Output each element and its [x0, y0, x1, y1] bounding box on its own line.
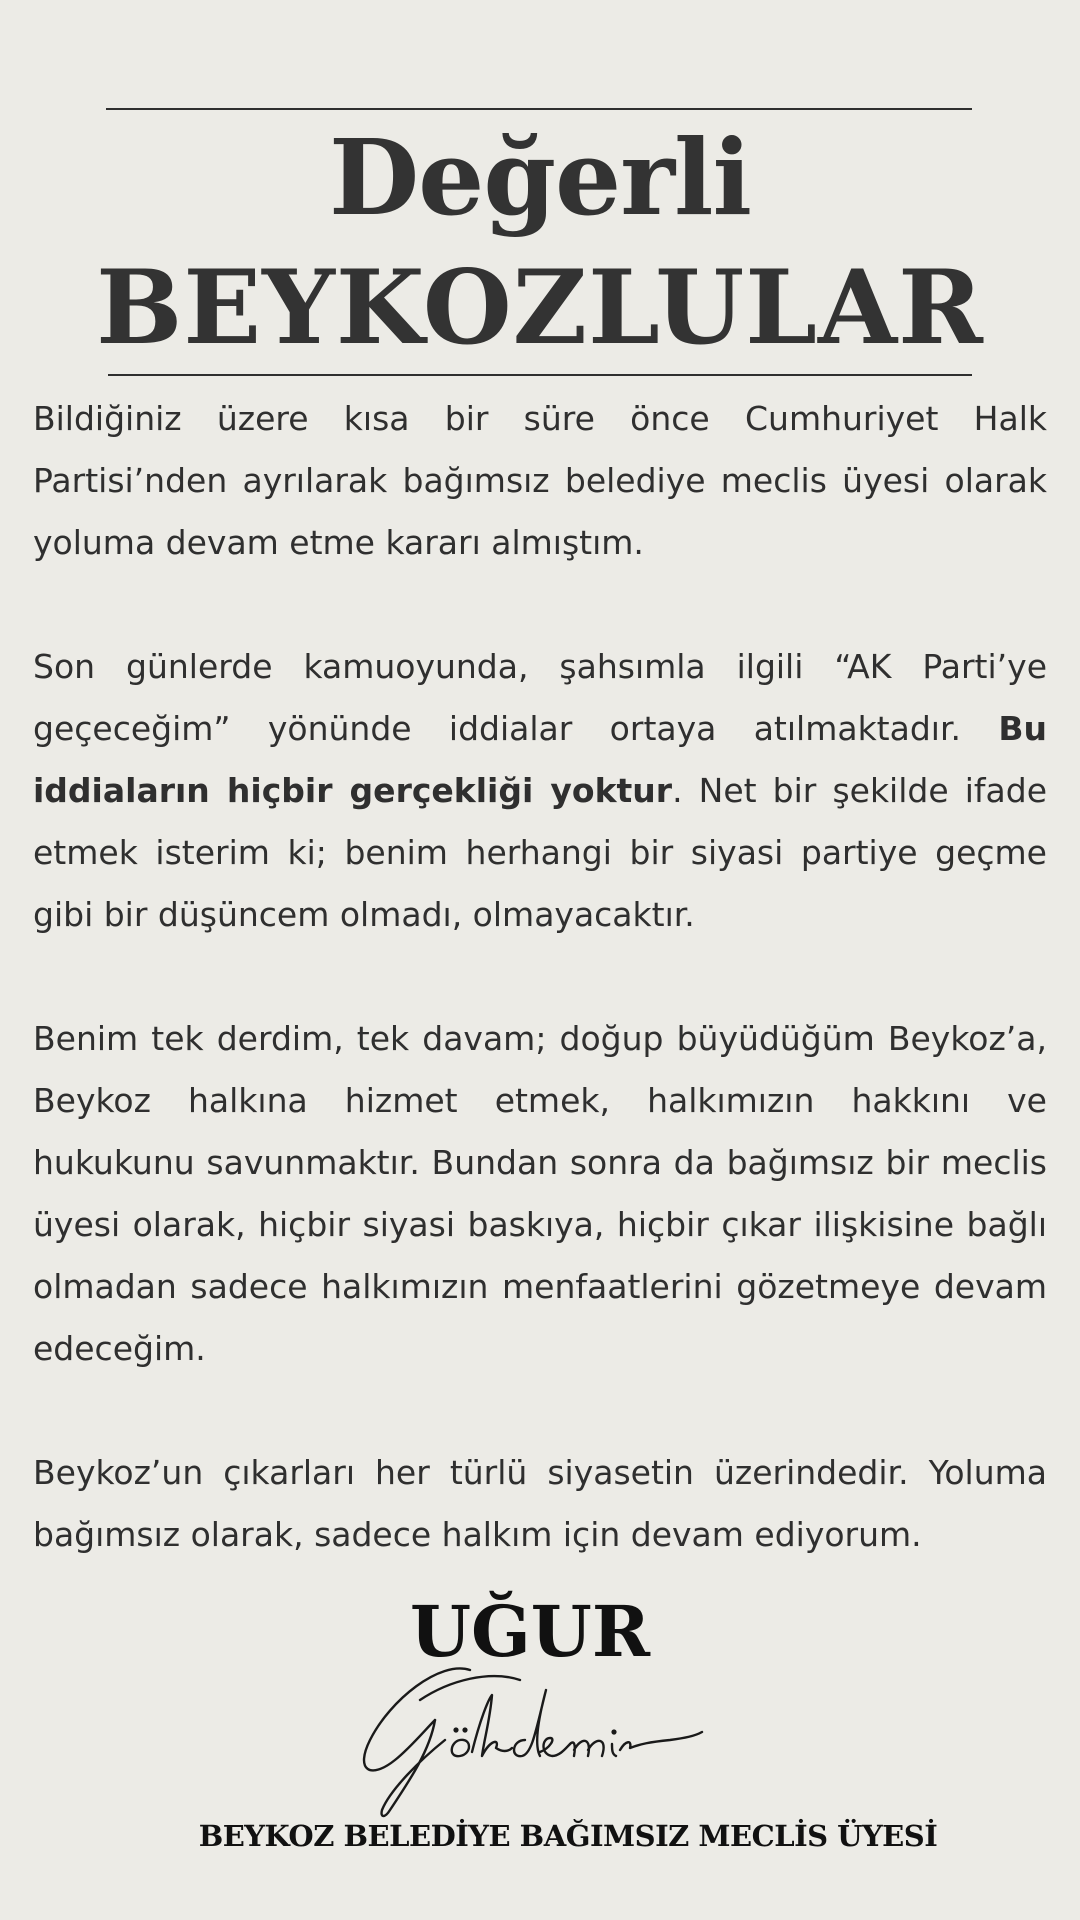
handwritten-signature	[350, 1640, 730, 1820]
paragraph-1: Bildiğiniz üzere kısa bir süre önce Cumhuriyet Halk Partisi’nden ayrılarak bağımsız belediye meclis üyesi olarak yoluma devam etme kararı almıştım.	[33, 399, 1047, 562]
paragraph-2	[33, 636, 1047, 946]
letter-body	[33, 388, 1047, 1628]
addressee-title: BEYKOZLULAR	[96, 248, 984, 368]
signature-first-name: UĞUR	[409, 1590, 651, 1673]
signature-role: BEYKOZ BELEDİYE BAĞIMSIZ MECLİS ÜYESİ	[198, 1819, 938, 1853]
greeting-title: Değerli	[328, 116, 752, 239]
paragraph-3: Benim tek derdim, tek davam; doğup büyüdüğüm Beykoz’a, Beykoz halkına hizmet etmek, halkımızın hakkını ve hukukunu savunmaktır. Bundan sonra da bağımsız bir meclis üyesi olarak, hiçbir siyasi baskıya, hiçbir çıkar ilişkisine bağlı olmadan sadece halkımızın menfaatlerini gözetmeye devam edeceğim.	[33, 1019, 1047, 1368]
bottom-divider	[108, 374, 972, 376]
paragraph-2-text-a: Son günlerde kamuoyunda, şahsımla ilgili “AK Parti’ye geçeceğim” yönünde iddialar ortaya atılmaktadır.	[33, 647, 1047, 748]
paragraph-4: Beykoz’un çıkarları her türlü siyasetin üzerindedir. Yoluma bağımsız olarak, sadece halkım için devam ediyorum.	[33, 1453, 1047, 1554]
paragraph-2-text-b: . Net bir şekilde ifade etmek isterim ki; benim herhangi bir siyasi partiye geçme gibi bir düşüncem olmadı, olmayacaktır.	[33, 771, 1048, 934]
top-divider	[106, 108, 972, 110]
paragraph-2-emphasis: Bu iddiaların hiçbir gerçekliği yoktur	[33, 709, 1047, 810]
